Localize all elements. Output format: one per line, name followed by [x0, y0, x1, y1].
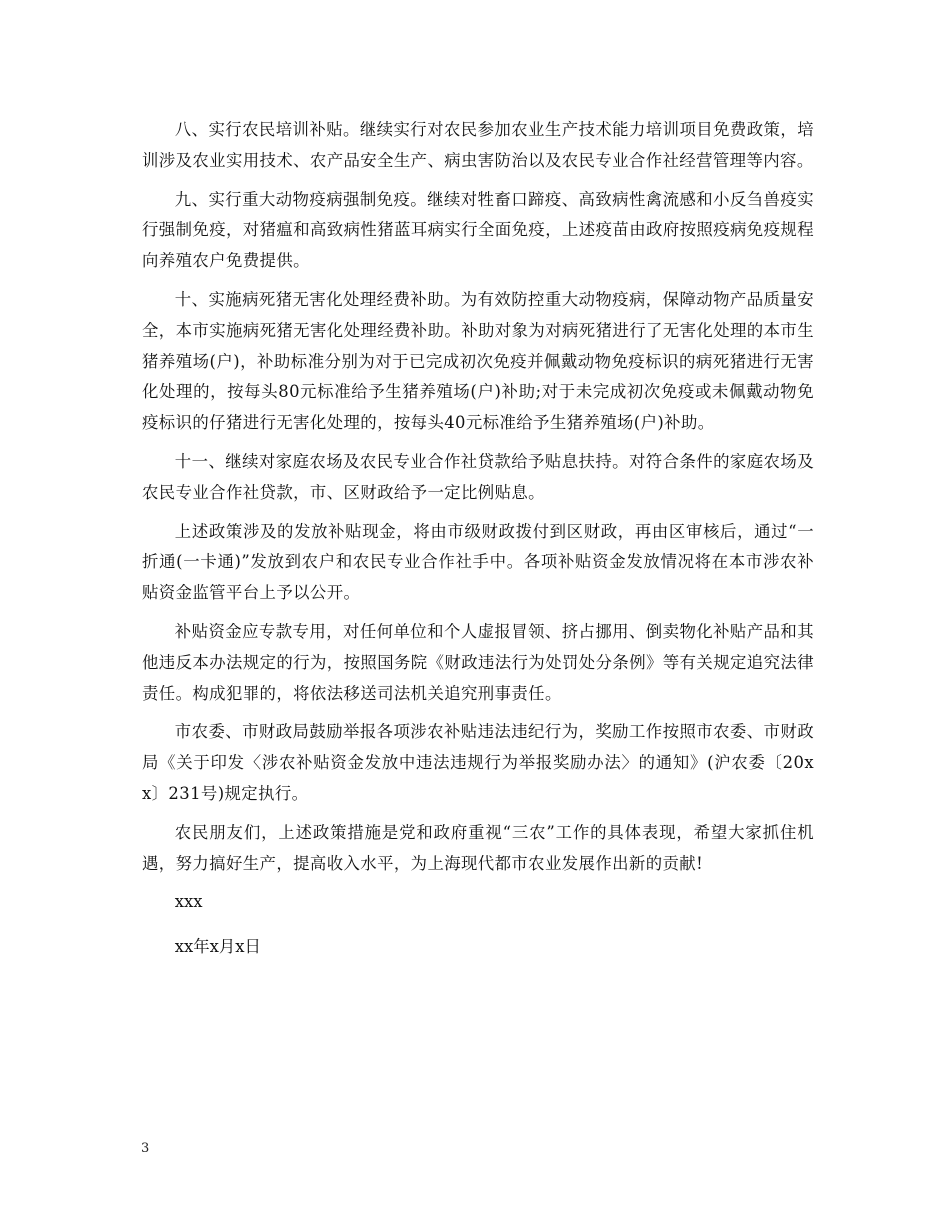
paragraph-subsidy-distribution: 上述政策涉及的发放补贴现金，将由市级财政拨付到区财政，再由区审核后，通过“一折通(一卡通)”发放到农户和农民专业合作社手中。各项补贴资金发放情况将在本市涉农补贴资金监管平台上予以公开。 [142, 521, 814, 603]
page-number: 3 [141, 1141, 150, 1156]
paragraph-dead-pig-disposal: 十、实施病死猪无害化处理经费补助。为有效防控重大动物疫病，保障动物产品质量安全，本市实施病死猪无害化处理经费补助。补助对象为对病死猪进行了无害化处理的本市生猪养殖场(户)，补助标准分别为对于已完成初次免疫并佩戴动物免疫标识的病死猪进行无害化处理的，按每头80元标准给予生猪养殖场(户)补助;对于未完成初次免疫或未佩戴动物免疫标识的仔猪进行无害化处理的，按每头40元标准给予生猪养殖场(户)补助。 [142, 289, 814, 433]
signature-name: xxx [174, 892, 203, 912]
paragraph-animal-immunization: 九、实行重大动物疫病强制免疫。继续对牲畜口蹄疫、高致病性禽流感和小反刍兽疫实行强制免疫，对猪瘟和高致病性猪蓝耳病实行全面免疫，上述疫苗由政府按照疫病免疫规程向养殖农户免费提供。 [142, 189, 814, 271]
signature-date: xx年x月x日 [174, 937, 261, 957]
paragraph-loan-interest-subsidy: 十一、继续对家庭农场及农民专业合作社贷款给予贴息扶持。对符合条件的家庭农场及农民专业合作社贷款，市、区财政给予一定比例贴息。 [142, 451, 814, 502]
paragraph-reporting-rewards: 市农委、市财政局鼓励举报各项涉农补贴违法违纪行为，奖励工作按照市农委、市财政局《关于印发〈涉农补贴资金发放中违法违规行为举报奖励办法〉的通知》(沪农委〔20xx〕231号)规定执行。 [142, 722, 814, 803]
paragraph-legal-liability: 补贴资金应专款专用，对任何单位和个人虚报冒领、挤占挪用、倒卖物化补贴产品和其他违反本办法规定的行为，按照国务院《财政违法行为处罚处分条例》等有关规定追究法律责任。构成犯罪的，将依法移送司法机关追究刑事责任。 [142, 621, 814, 703]
paragraph-training-subsidy: 八、实行农民培训补贴。继续实行对农民参加农业生产技术能力培训项目免费政策，培训涉及农业实用技术、农产品安全生产、病虫害防治以及农民专业合作社经营管理等内容。 [142, 120, 814, 170]
paragraph-closing-remarks: 农民朋友们，上述政策措施是党和政府重视“三农”工作的具体表现，希望大家抓住机遇，努力搞好生产，提高收入水平，为上海现代都市农业发展作出新的贡献! [142, 822, 814, 873]
document-body [142, 115, 814, 963]
